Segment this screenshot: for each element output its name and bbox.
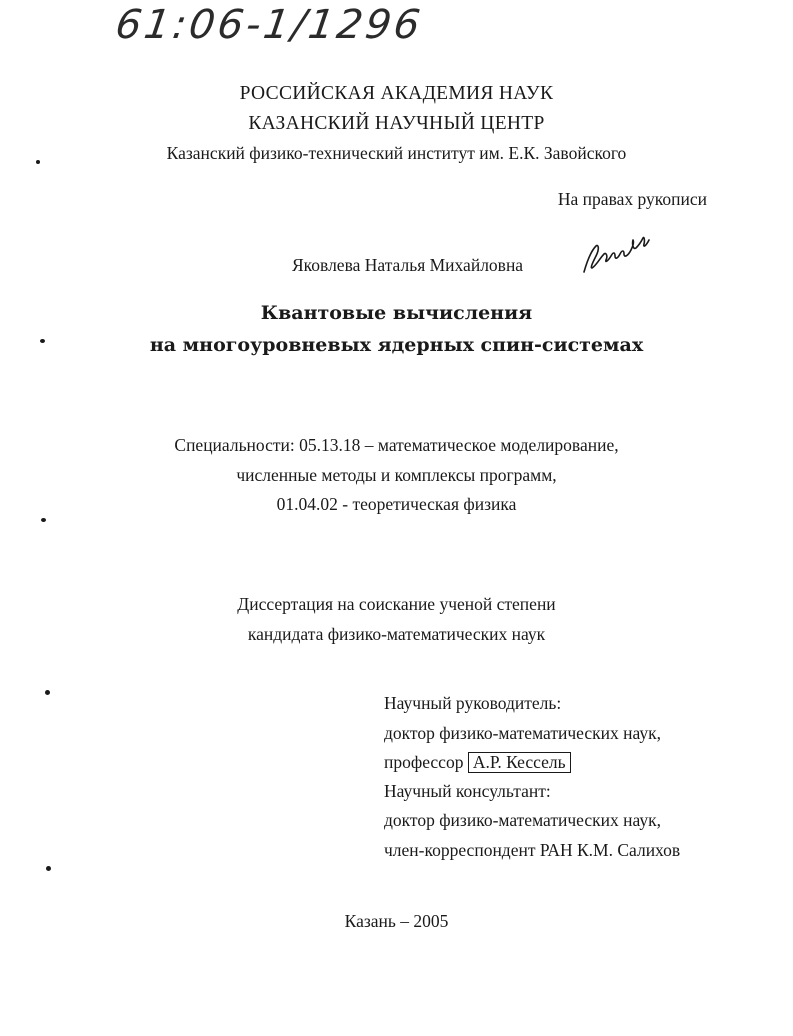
consultant-degree: доктор физико-математических наук, <box>384 810 661 830</box>
author-name: Яковлева Наталья Михайловна <box>292 255 524 275</box>
supervisor-degree: доктор физико-математических наук, <box>384 723 661 743</box>
academy-name: РОССИЙСКАЯ АКАДЕМИЯ НАУК <box>239 83 554 104</box>
title-line-2: на многоуровневых ядерных спин-системах <box>149 334 644 356</box>
specialties-line-2: численные методы и комплексы программ, <box>236 465 557 485</box>
supervisor-title: профессор <box>384 752 464 772</box>
city-year: Казань – 2005 <box>344 911 449 931</box>
dissertation-line-1: Диссертация на соискание ученой степени <box>237 594 556 614</box>
specialties-line-1: Специальности: 05.13.18 – математическое моделирование, <box>174 435 619 455</box>
consultant-title: член-корреспондент РАН К.М. Салихов <box>384 840 681 860</box>
signature-icon <box>578 228 658 278</box>
scan-speck <box>45 690 50 695</box>
title-line-1: Квантовые вычисления <box>260 302 533 324</box>
center-name: КАЗАНСКИЙ НАУЧНЫЙ ЦЕНТР <box>248 113 545 134</box>
scan-speck <box>46 866 51 871</box>
dissertation-line-2: кандидата физико-математических наук <box>247 624 546 644</box>
supervisor-label: Научный руководитель: <box>384 693 562 713</box>
specialties-line-3: 01.04.02 - теоретическая физика <box>276 494 517 514</box>
rights-note: На правах рукописи <box>557 189 707 209</box>
scan-speck <box>40 339 45 343</box>
scan-speck <box>41 518 46 522</box>
consultant-label: Научный консультант: <box>384 781 551 801</box>
supervisor-line <box>384 752 571 773</box>
scan-speck <box>36 160 40 164</box>
institute-name: Казанский физико-технический институт им. Е.К. Завойского <box>166 143 627 163</box>
handwritten-catalog-code: 61:06-1/1296 <box>112 2 426 48</box>
supervisor-name-box: А.Р. Кессель <box>468 752 571 773</box>
